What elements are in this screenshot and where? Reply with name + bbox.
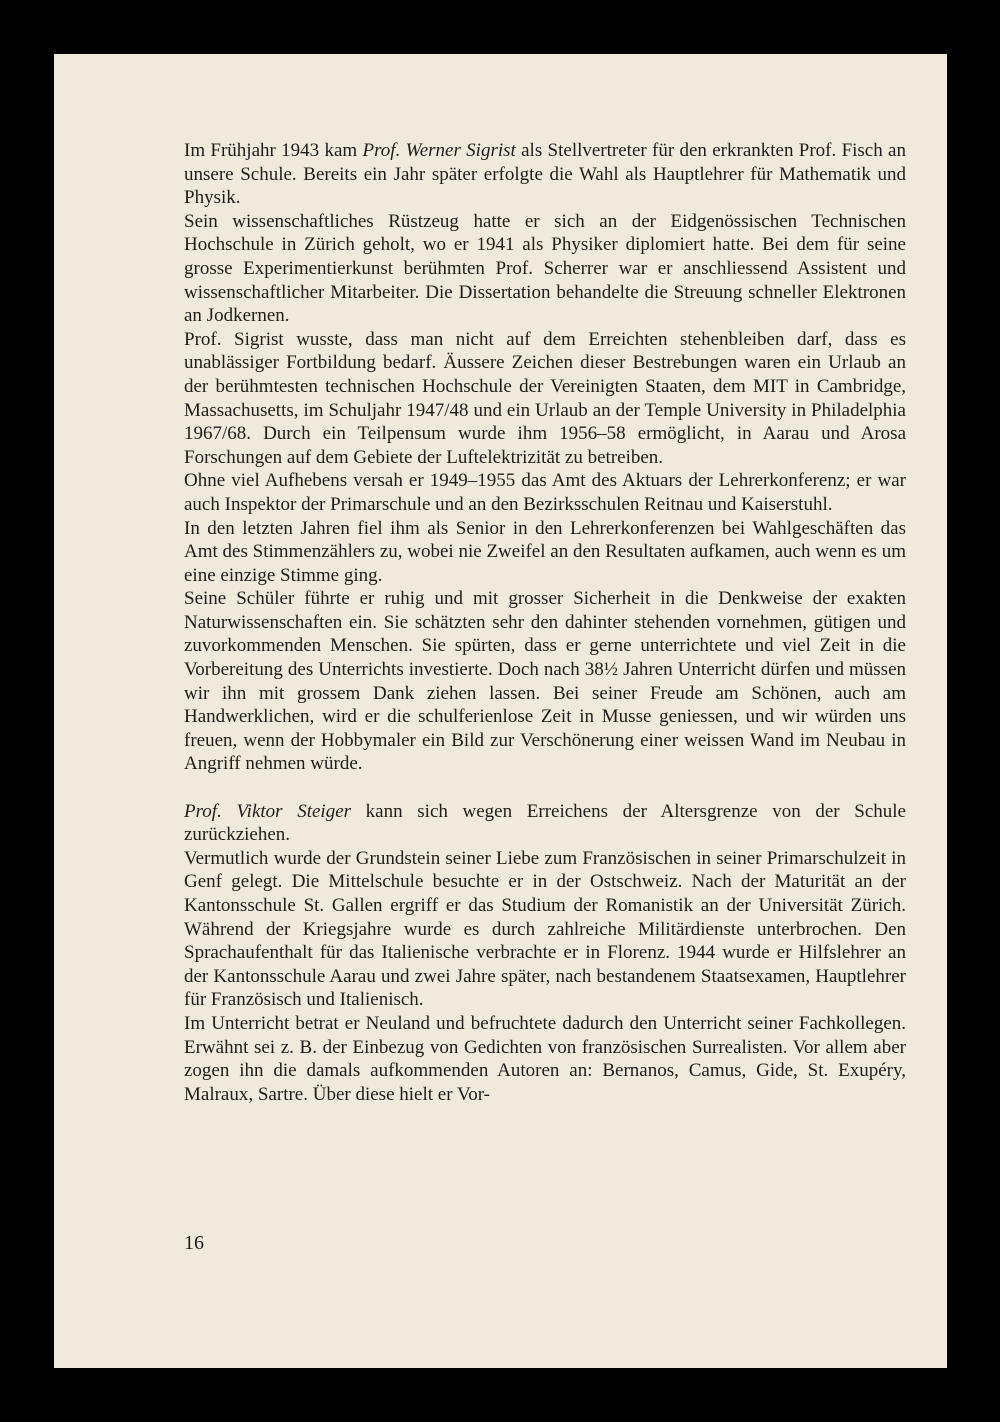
paragraph-sigrist-students: Seine Schüler führte er ruhig und mit grosser Sicherheit in die Denkweise der exakten Naturwissenschaften ein. Sie schätzten sehr den dahinter stehenden vornehmen, gütigen und zuvorkommenden Menschen. Sie spürten, dass er gerne unterrichtete und viel Zeit in die Vorbereitung des Unterrichts investierte. Doch nach 38½ Jahren Unterricht dürfen und müssen wir ihn mit grossem Dank ziehen lassen. Bei seiner Freude am Schönen, auch am Handwerklichen, wird er die schulferienlose Zeit in Musse geniessen, und wir würden uns freuen, wenn der Hobbymaler ein Bild zur Verschönerung einer weissen Wand im Neubau in Angriff nehmen würde. xyxy=(184,588,906,775)
text-run: als Stellvertreter für den erkrankten Prof. Fisch an unsere Schule. Bereits ein Jahr später erfolgte die Wahl als Hauptlehrer für Mathematik und Physik. xyxy=(184,140,906,209)
paragraph-sigrist-offices: Ohne viel Aufhebens versah er 1949–1955 das Amt des Aktuars der Lehrerkonferenz; er war auch Inspektor der Primarschule und an den Bezirksschulen Reitnau und Kaiserstuhl. xyxy=(184,470,906,515)
paragraph-sigrist-teller: In den letzten Jahren fiel ihm als Senior in den Lehrerkonferenzen bei Wahlgeschäften das Amt des Stimmenzählers zu, wobei nie Zweifel an den Resultaten aufkamen, auch wenn es um eine einzige Stimme ging. xyxy=(184,517,906,586)
person-name-steiger: Prof. Viktor Steiger xyxy=(184,800,352,822)
paragraph-steiger-teaching: Im Unterricht betrat er Neuland und befruchtete dadurch den Unterricht seiner Fachkollegen. Erwähnt sei z. B. der Einbezug von Gedichten von französischen Surrealisten. Vor allem aber zogen ihn die damals aufkommenden Autoren an: Bernanos, Camus, Gide, St. Exupéry, Malraux, Sartre. Über diese hielt er Vor- xyxy=(184,1012,906,1105)
paragraph-steiger-intro xyxy=(184,800,906,847)
text-run: Im Frühjahr 1943 kam xyxy=(184,140,363,161)
paragraph-sigrist-training: Prof. Sigrist wusste, dass man nicht auf dem Erreichten stehenbleiben darf, dass es unablässiger Fortbildung bedarf. Äussere Zeichen dieser Bestrebungen waren ein Urlaub an der berühmtesten technischen Hochschule der Vereinigten Staaten, dem MIT in Cambridge, Massachusetts, im Schuljahr 1947/48 und ein Urlaub an der Temple University in Philadelphia 1967/68. Durch ein Teilpensum wurde ihm 1956–58 ermöglicht, in Aarau und Arosa Forschungen auf dem Gebiete der Luftelektrizität zu betreiben. xyxy=(184,328,906,468)
person-name-sigrist: Prof. Werner Sigrist xyxy=(362,140,516,161)
paragraph-sigrist-intro xyxy=(184,139,906,210)
body-text xyxy=(184,139,906,1106)
text-run: kann sich wegen Erreichens der Altersgrenze von der Schule zurückziehen. xyxy=(184,800,906,846)
paragraph-sigrist-education: Sein wissenschaftliches Rüstzeug hatte er sich an der Eidgenössischen Technischen Hochschule in Zürich geholt, wo er 1941 als Physiker diplomiert hatte. Bei dem für seine grosse Experimentierkunst berühmten Prof. Scherrer war er anschliessend Assistent und wissenschaftlicher Mitarbeiter. Die Dissertation behandelte die Streuung schneller Elektronen an Jodkernen. xyxy=(184,210,906,327)
paragraph-steiger-career: Vermutlich wurde der Grundstein seiner Liebe zum Französischen in seiner Primarschulzeit in Genf gelegt. Die Mittelschule besuchte er in der Ostschweiz. Nach der Maturität an der Kantonsschule St. Gallen ergriff er das Studium der Romanistik an der Universität Zürich. Während der Kriegsjahre wurde es durch zahlreiche Militärdienste unterbrochen. Den Sprachaufenthalt für das Italienische verbrachte er in Florenz. 1944 wurde er Hilfslehrer an der Kantonsschule Aarau und zwei Jahre später, nach bestandenem Staatsexamen, Hauptlehrer für Französisch und Italienisch. xyxy=(184,847,906,1011)
page-number: 16 xyxy=(184,1232,204,1254)
document-page xyxy=(54,54,947,1368)
